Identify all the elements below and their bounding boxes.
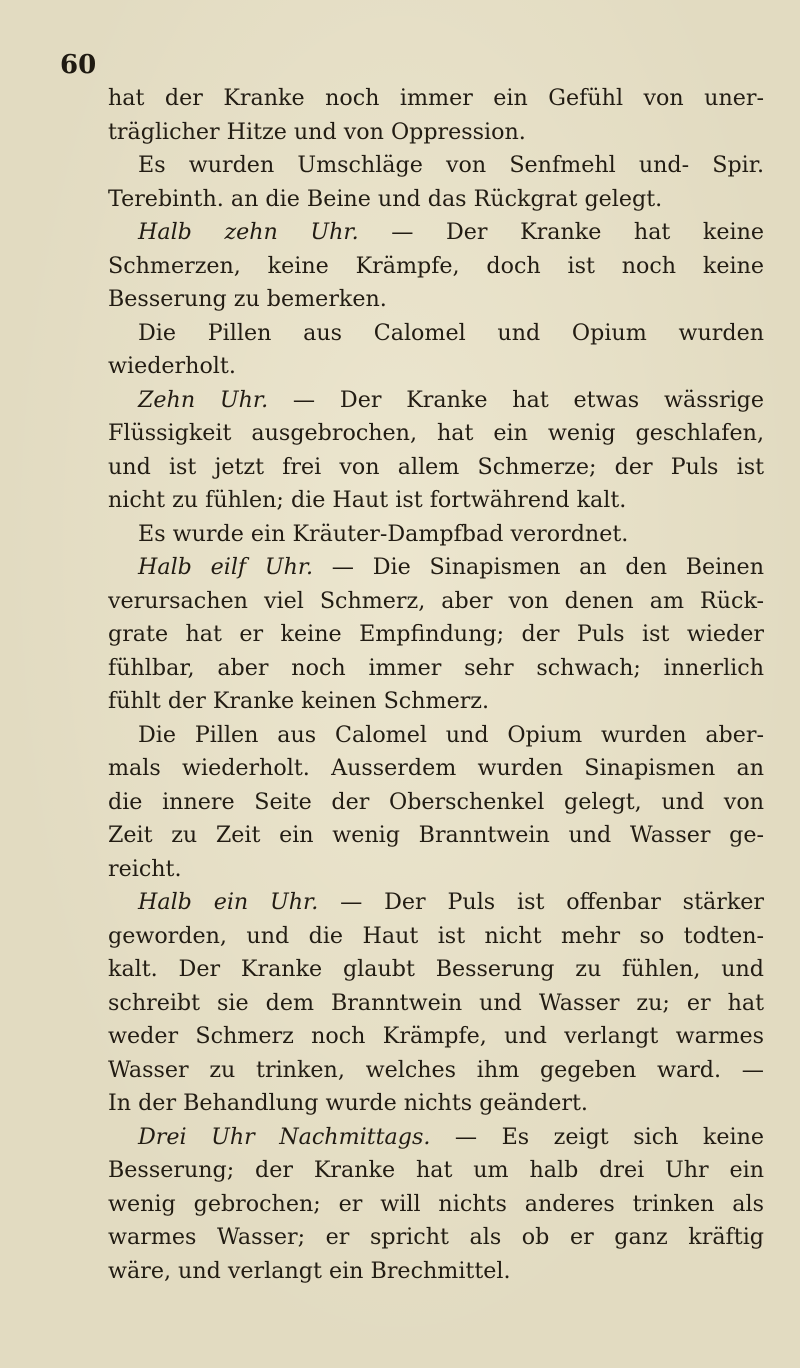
line-text: Besserung zu bemerken. (108, 286, 387, 312)
text-line (108, 652, 764, 686)
text-line (108, 585, 764, 619)
line-text: Die Pillen aus Calomel und Opium wurden aber- (138, 721, 764, 748)
page-number: 60 (60, 50, 97, 80)
line-text: mals wiederholt. Ausserdem wurden Sinapismen an (108, 755, 764, 781)
line-text: grate hat er keine Empfindung; der Puls ist wieder (108, 621, 764, 647)
line-text: — Die Sinapismen an den Beinen (313, 554, 764, 580)
time-heading: Drei Uhr Nachmittags. (138, 1123, 431, 1150)
line-text: Die Pillen aus Calomel und Opium wurden (138, 319, 764, 346)
text-line (108, 116, 764, 150)
text-line (108, 250, 764, 284)
text-line (108, 1020, 764, 1054)
line-text: fühlbar, aber noch immer sehr schwach; innerlich (108, 654, 764, 681)
line-text: weder Schmerz noch Krämpfe, und verlangt warmes (108, 1023, 764, 1049)
text-line (108, 216, 764, 250)
text-line (108, 853, 764, 887)
text-line (108, 719, 764, 753)
line-text: Besserung; der Kranke hat um halb drei Uhr ein (108, 1157, 764, 1183)
body-text (108, 82, 764, 1288)
text-line (108, 417, 764, 451)
text-line (108, 752, 764, 786)
time-heading: Halb ein Uhr. (138, 889, 319, 915)
text-line (108, 987, 764, 1021)
line-text: wenig gebrochen; er will nichts anderes trinken als (108, 1190, 764, 1217)
line-text: und ist jetzt frei von allem Schmerze; der Puls ist (108, 453, 764, 480)
time-heading: Zehn Uhr. (138, 386, 269, 413)
text-line (108, 920, 764, 954)
line-text: — Der Kranke hat etwas wässrige (268, 386, 764, 413)
text-line (108, 1121, 764, 1155)
text-line (108, 317, 764, 351)
text-line (108, 451, 764, 485)
line-text: Wasser zu trinken, welches ihm gegeben ward. — (108, 1056, 764, 1083)
line-text: wiederholt. (108, 353, 236, 379)
line-text: Flüssigkeit ausgebrochen, hat ein wenig geschlafen, (108, 420, 764, 446)
text-line (108, 685, 764, 719)
time-heading: Halb zehn Uhr. (138, 219, 359, 245)
line-text: reicht. (108, 855, 182, 882)
line-text: kalt. Der Kranke glaubt Besserung zu fühlen, und (108, 956, 764, 982)
text-line (108, 551, 764, 585)
text-line (108, 1255, 764, 1289)
time-heading: Halb eilf Uhr. (138, 554, 314, 580)
text-line (108, 886, 764, 920)
line-text: fühlt der Kranke keinen Schmerz. (108, 688, 490, 714)
line-text: schreibt sie dem Branntwein und Wasser zu; er hat (108, 989, 764, 1016)
line-text: hat der Kranke noch immer ein Gefühl von uner- (108, 85, 764, 111)
line-text: träglicher Hitze und von Oppression. (108, 118, 526, 145)
text-line (108, 819, 764, 853)
text-line (108, 618, 764, 652)
line-text: — Der Kranke hat keine (358, 219, 764, 245)
line-text: die innere Seite der Oberschenkel gelegt, und von (108, 788, 764, 815)
line-text: Es wurden Umschläge von Senfmehl und- Spir. (138, 152, 764, 178)
line-text: — Der Puls ist offenbar stärker (318, 889, 764, 915)
text-line (108, 484, 764, 518)
line-text: warmes Wasser; er spricht als ob er ganz kräftig (108, 1224, 764, 1250)
line-text: — Es zeigt sich keine (430, 1123, 764, 1150)
line-text: In der Behandlung wurde nichts geändert. (108, 1090, 588, 1116)
text-line (108, 1221, 764, 1255)
line-text: Es wurde ein Kräuter-Dampfbad verordnet. (138, 520, 629, 547)
line-text: wäre, und verlangt ein Brechmittel. (108, 1257, 511, 1284)
text-line (108, 149, 764, 183)
text-line (108, 953, 764, 987)
line-text: verursachen viel Schmerz, aber von denen am Rück- (108, 587, 764, 614)
line-text: Terebinth. an die Beine und das Rückgrat gelegt. (108, 185, 663, 212)
text-line (108, 283, 764, 317)
line-text: geworden, und die Haut ist nicht mehr so todten- (108, 922, 764, 949)
text-line (108, 1188, 764, 1222)
text-line (108, 1154, 764, 1188)
line-text: nicht zu fühlen; die Haut ist fortwährend kalt. (108, 487, 627, 513)
text-line (108, 82, 764, 116)
text-line (108, 786, 764, 820)
text-line (108, 518, 764, 552)
text-line (108, 384, 764, 418)
text-line (108, 1087, 764, 1121)
line-text: Zeit zu Zeit ein wenig Branntwein und Wasser ge- (108, 822, 764, 848)
text-line (108, 350, 764, 384)
text-line (108, 1054, 764, 1088)
text-line (108, 183, 764, 217)
line-text: Schmerzen, keine Krämpfe, doch ist noch keine (108, 252, 764, 279)
